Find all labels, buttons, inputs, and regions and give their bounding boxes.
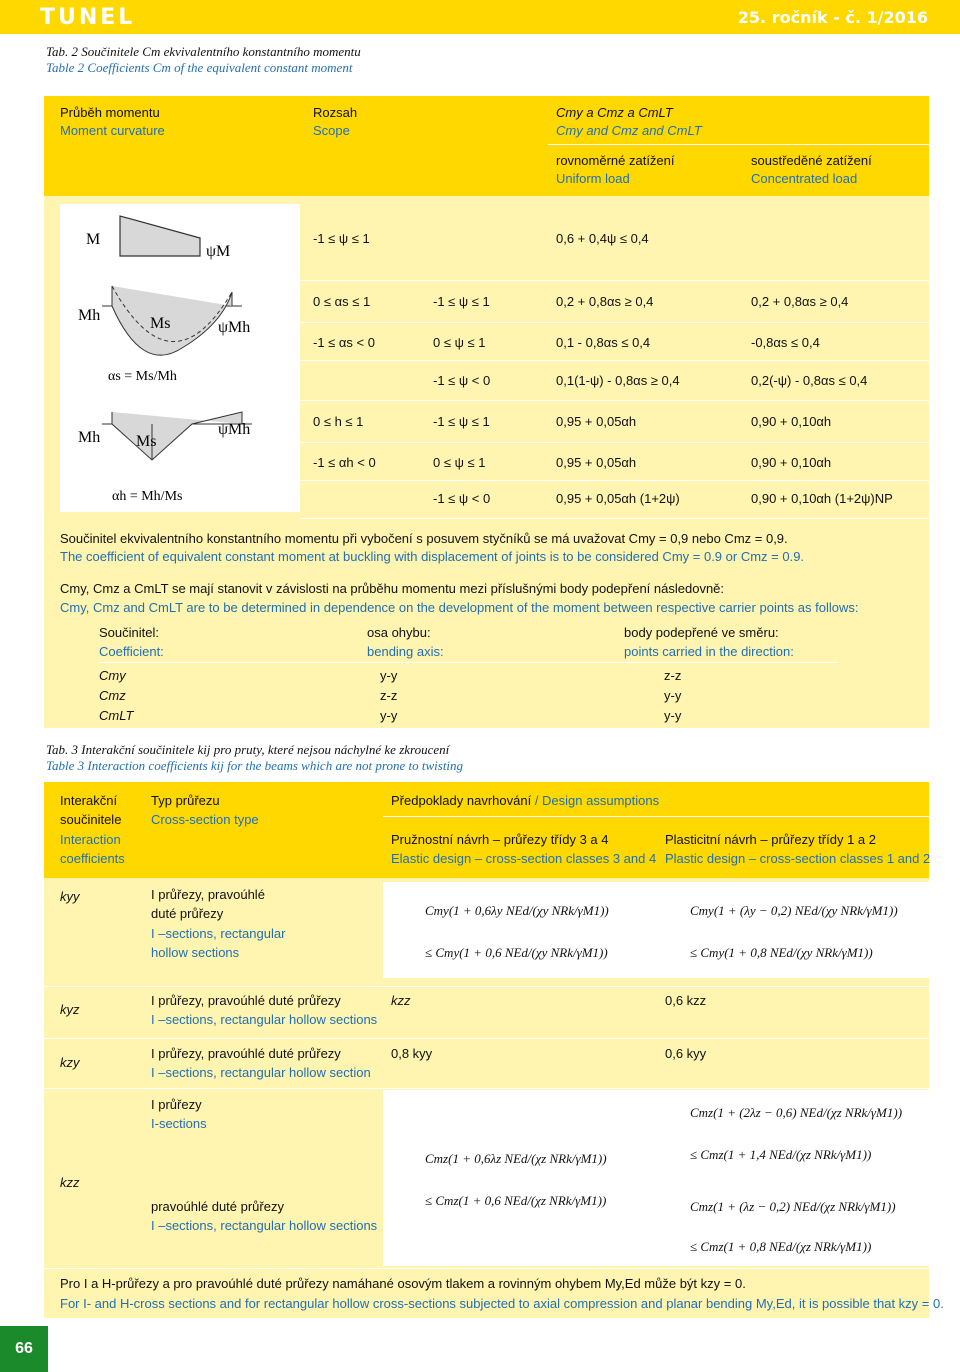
t2-r3-conc: 0,2(-ψ) - 0,8αs ≤ 0,4: [751, 373, 868, 388]
t2-list-c3-cz: body podepřené ve směru:: [624, 625, 779, 640]
t2-r0-uniform: 0,6 + 0,4ψ ≤ 0,4: [556, 231, 649, 246]
t3-h1-en2: coefficients: [60, 851, 125, 866]
kyy-plastic-formula-a: Cmy(1 + (λy − 0,2) NEd/(χy NRk/γM1)): [690, 903, 898, 918]
t3-h1-cz2: součinitele: [60, 812, 122, 827]
t2-r1-conc: 0,2 + 0,8αs ≥ 0,4: [751, 294, 849, 309]
page-number: 66: [0, 1326, 48, 1372]
tunel-logo: TUNEL: [40, 5, 136, 30]
t3-h2-en: Cross-section type: [151, 812, 259, 827]
t2-col2-en: Scope: [313, 123, 350, 138]
kyy-formula-area: [383, 882, 929, 978]
t2-note-cz: Součinitel ekvivalentního konstantního momentu při vybočení s posuvem styčníků se má uvažovat Cmy = 0,9 nebo Cmz = 0,9.: [60, 531, 788, 546]
t3-foot-cz: Pro I a H-průřezy a pro pravoúhlé duté průřezy namáhané osovým tlakem a rovinným ohybem My,Ed může být kzy = 0.: [60, 1276, 746, 1291]
kzz-elastic-formula-a: Cmz(1 + 0,6λz NEd/(χz NRk/γM1)): [425, 1151, 607, 1166]
t2-list-r1-coef: Cmz: [99, 688, 126, 703]
kzz-plastic-rhs-formula-b: ≤ Cmz(1 + 0,8 NEd/(χz NRk/γM1)): [690, 1239, 872, 1254]
svg-text:ψM: ψM: [206, 243, 231, 260]
t2-r4-range2: -1 ≤ ψ ≤ 1: [433, 414, 490, 429]
t2-conc-cz: soustředěné zatížení: [751, 153, 872, 168]
t3-h2-cz: Typ průřezu: [151, 793, 220, 808]
t3-r2-el: kzz: [391, 993, 411, 1008]
t2-r6-uniform: 0,95 + 0,05αh (1+2ψ): [556, 491, 680, 506]
issue-label: 25. ročník - č. 1/2016: [737, 8, 928, 27]
table3-caption-cz: Tab. 3 Interakční součinitele kij pro pruty, které nejsou náchylné ke zkroucení: [46, 742, 450, 757]
kzz-elastic-formula-b: ≤ Cmz(1 + 0,6 NEd/(χz NRk/γM1)): [425, 1193, 607, 1208]
t2-list-r0-dir: z-z: [664, 668, 682, 683]
t2-r4-conc: 0,90 + 0,10αh: [751, 414, 832, 429]
t3-h1-cz1: Interakční: [60, 793, 118, 808]
t3-r2-pl: 0,6 kzz: [665, 993, 707, 1008]
t3-r1-t2: duté průřezy: [151, 906, 224, 921]
t2-r5-conc: 0,90 + 0,10αh: [751, 455, 832, 470]
t3-r1-k: kyy: [60, 889, 80, 904]
t2-list-r0-coef: Cmy: [99, 668, 126, 683]
t2-conc-en: Concentrated load: [751, 171, 858, 186]
svg-text:M: M: [86, 231, 101, 248]
t3-r3-pl: 0,6 kyy: [665, 1046, 707, 1061]
t2-para-en: Cmy, Cmz and CmLT are to be determined in dependence on the development of the moment between respective carrier points as follows:: [60, 600, 859, 615]
t3-r4-t1: I průřezy: [151, 1097, 202, 1112]
t3-subhead-divider: [383, 816, 929, 817]
t2-r1-range2: -1 ≤ ψ ≤ 1: [433, 294, 490, 309]
t2-r4-uniform: 0,95 + 0,05αh: [556, 414, 637, 429]
t2-r2-range1: -1 ≤ αs < 0: [313, 335, 375, 350]
t2-subhead-divider: [548, 144, 929, 145]
t2-list-divider: [99, 662, 839, 663]
t2-list-r0-axis: y-y: [380, 668, 398, 683]
kzz-plastic-rhs-formula-a: Cmz(1 + (λz − 0,2) NEd/(χz NRk/γM1)): [690, 1199, 896, 1214]
t2-list-r1-axis: z-z: [380, 688, 398, 703]
t2-r5-range1: -1 ≤ αh < 0: [313, 455, 376, 470]
t3-r3-t2: I –sections, rectangular hollow section: [151, 1065, 371, 1080]
t2-list-c1-en: Coefficient:: [99, 644, 164, 659]
t2-col2-cz: Rozsah: [313, 105, 358, 120]
svg-text:αs = Ms/Mh: αs = Ms/Mh: [108, 369, 177, 384]
t2-list-c1-cz: Součinitel:: [99, 625, 159, 640]
t2-r2-range2: 0 ≤ ψ ≤ 1: [433, 335, 486, 350]
t2-list-r2-coef: CmLT: [99, 708, 134, 723]
table3-caption-en: Table 3 Interaction coefficients kij for the beams which are not prone to twisting: [46, 758, 464, 773]
t2-list-c2-cz: osa ohybu:: [367, 625, 431, 640]
diagram-concentrated-load: [72, 410, 272, 510]
svg-text:ψMh: ψMh: [218, 421, 251, 438]
diagram-uniform-load: [72, 284, 272, 392]
t3-r3-el: 0,8 kyy: [391, 1046, 433, 1061]
t2-r1-range1: 0 ≤ αs ≤ 1: [313, 294, 371, 309]
t2-r3-range2: -1 ≤ ψ < 0: [433, 373, 491, 388]
t3-r4-k: kzz: [60, 1175, 80, 1190]
t3-foot-en: For I- and H-cross sections and for rectangular hollow cross-sections subjected to axial compression and planar bending My,Ed, it is possible that kzy = 0.: [60, 1296, 944, 1311]
t2-col3-line1: Cmy a Cmz a CmLT: [556, 105, 673, 120]
t3-r4-t3: pravoúhlé duté průřezy: [151, 1199, 284, 1214]
svg-text:Ms: Ms: [150, 315, 171, 332]
t3-h4-cz: Pružnostní návrh – průřezy třídy 3 a 4: [391, 832, 609, 847]
t2-list-r2-axis: y-y: [380, 708, 398, 723]
kzz-plastic-i-formula-a: Cmz(1 + (2λz − 0,6) NEd/(χz NRk/γM1)): [690, 1105, 903, 1120]
t3-r1-t1: I průřezy, pravoúhlé: [151, 887, 265, 902]
t3-r3-k: kzy: [60, 1055, 80, 1070]
t3-r2-k: kyz: [60, 1002, 80, 1017]
t2-note-en: The coefficient of equivalent constant moment at buckling with displacement of joints is to be considered Cmy = 0.9 or Cmz = 0.9.: [60, 549, 805, 564]
t3-r1-t3: I –sections, rectangular: [151, 926, 286, 941]
t2-r0-range1: -1 ≤ ψ ≤ 1: [313, 231, 370, 246]
t2-r3-uniform: 0,1(1-ψ) - 0,8αs ≥ 0,4: [556, 373, 680, 388]
t3-r2-t2: I –sections, rectangular hollow sections: [151, 1012, 378, 1027]
t2-list-r1-dir: y-y: [664, 688, 682, 703]
t2-r4-range1: 0 ≤ h ≤ 1: [313, 414, 364, 429]
t2-r1-uniform: 0,2 + 0,8αs ≥ 0,4: [556, 294, 654, 309]
t3-h1-en1: Interaction: [60, 832, 121, 847]
svg-text:Ms: Ms: [136, 433, 157, 450]
kyy-elastic-formula-a: Cmy(1 + 0,6λy NEd/(χy NRk/γM1)): [425, 903, 609, 918]
t2-r5-range2: 0 ≤ ψ ≤ 1: [433, 455, 486, 470]
t3-r2-t1: I průřezy, pravoúhlé duté průřezy: [151, 993, 341, 1008]
table2-caption-cz: Tab. 2 Součinitele Cm ekvivalentního konstantního momentu: [46, 44, 361, 59]
svg-text:Mh: Mh: [78, 429, 101, 446]
t2-list-c2-en: bending axis:: [367, 644, 444, 659]
t3-r4-t2: I-sections: [151, 1116, 207, 1131]
t2-col1-cz: Průběh momentu: [60, 105, 160, 120]
t2-uniform-cz: rovnoměrné zatížení: [556, 153, 675, 168]
t3-r4-t4: I –sections, rectangular hollow sections: [151, 1218, 378, 1233]
t2-list-c3-en: points carried in the direction:: [624, 644, 794, 659]
table2-caption-en: Table 2 Coefficients Cm of the equivalent constant moment: [46, 60, 353, 75]
t2-r2-conc: -0,8αs ≤ 0,4: [751, 335, 820, 350]
t2-col3-line2: Cmy and Cmz and CmLT: [556, 123, 702, 138]
t2-r6-range2: -1 ≤ ψ < 0: [433, 491, 491, 506]
svg-text:αh = Mh/Ms: αh = Mh/Ms: [112, 489, 183, 504]
t2-list-r2-dir: y-y: [664, 708, 682, 723]
t2-uniform-en: Uniform load: [556, 171, 630, 186]
svg-text:Mh: Mh: [78, 307, 101, 324]
kyy-elastic-formula-b: ≤ Cmy(1 + 0,6 NEd/(χy NRk/γM1)): [425, 945, 608, 960]
t3-h5-en: Plastic design – cross-section classes 1 and 2: [665, 851, 931, 866]
t3-h4-en: Elastic design – cross-section classes 3 and 4: [391, 851, 657, 866]
t2-r2-uniform: 0,1 - 0,8αs ≤ 0,4: [556, 335, 651, 350]
kzz-plastic-i-formula-b: ≤ Cmz(1 + 1,4 NEd/(χz NRk/γM1)): [690, 1147, 872, 1162]
t2-para-cz: Cmy, Cmz a CmLT se mají stanovit v závislosti na průběhu momentu mezi příslušnými body podepření následovně:: [60, 581, 725, 596]
t2-r6-conc: 0,90 + 0,10αh (1+2ψ)NP: [751, 491, 893, 506]
t3-r1-t4: hollow sections: [151, 945, 240, 960]
t2-col1-en: Moment curvature: [60, 123, 165, 138]
svg-text:ψMh: ψMh: [218, 319, 251, 336]
t3-h3: Předpoklady navrhování / Design assumptions: [391, 793, 660, 808]
t3-r3-t1: I průřezy, pravoúhlé duté průřezy: [151, 1046, 341, 1061]
diagram-linear-moment: [80, 212, 260, 264]
kyy-plastic-formula-b: ≤ Cmy(1 + 0,8 NEd/(χy NRk/γM1)): [690, 945, 873, 960]
t2-r5-uniform: 0,95 + 0,05αh: [556, 455, 637, 470]
t3-h5-cz: Plasticitní návrh – průřezy třídy 1 a 2: [665, 832, 876, 847]
